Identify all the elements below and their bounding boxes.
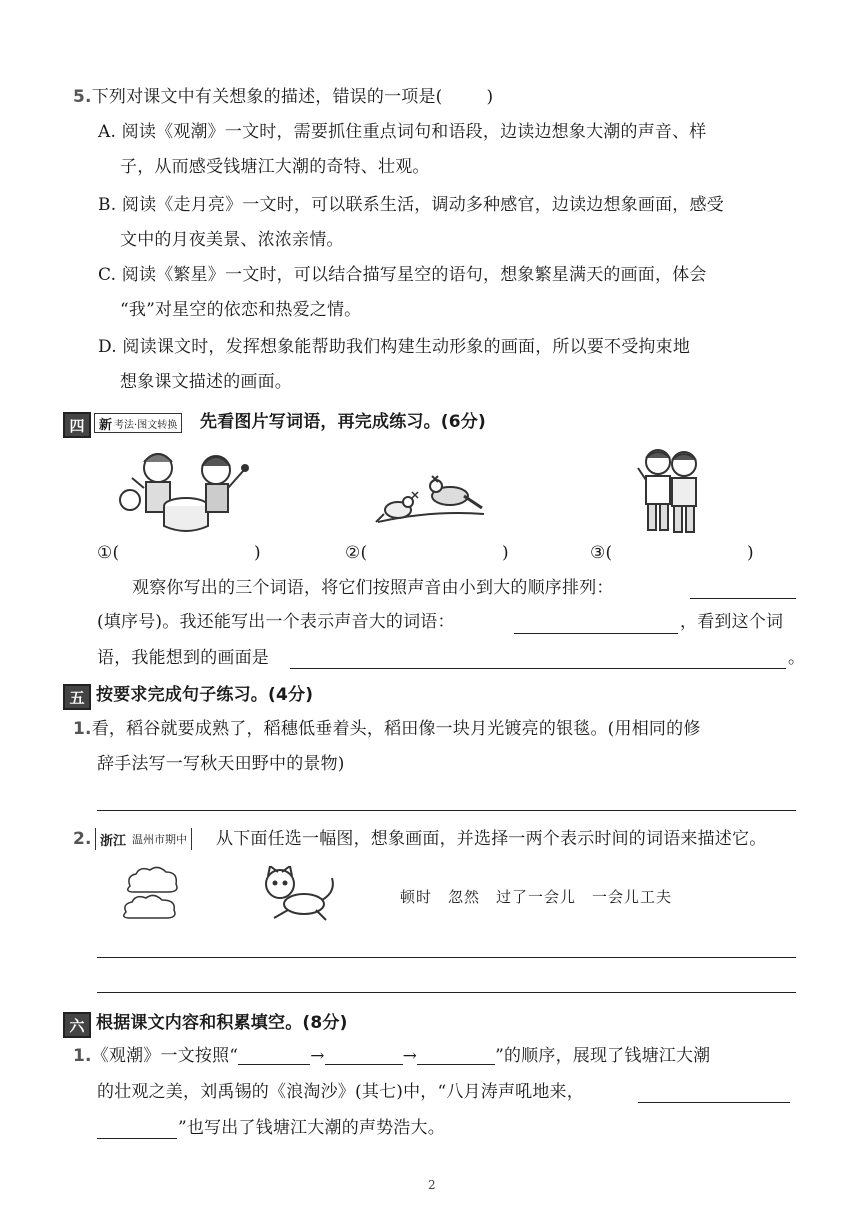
- two-boys-illustration: [634, 446, 708, 538]
- sequence-blank-3[interactable]: [417, 1063, 495, 1065]
- q5-option-c-line1: C. 阅读《繁星》一文时，可以结合描写星空的语句，想象繁星满天的画面，体会: [98, 265, 707, 285]
- q5-option-a-line2: 子，从而感受钱塘江大潮的奇特、壮观。: [120, 157, 430, 177]
- sec6-q1-number: 1.: [73, 1046, 92, 1066]
- q5-option-d-line2: 想象课文描述的画面。: [120, 372, 292, 392]
- section-four-title: 先看图片写词语，再完成练习。(6分): [200, 412, 486, 432]
- order-answer-blank[interactable]: [690, 598, 796, 599]
- poem-blank-1[interactable]: [638, 1102, 790, 1103]
- sequence-blank-2[interactable]: [325, 1063, 403, 1065]
- q5-stem: [73, 89, 493, 106]
- section-six-badge: 六: [63, 1012, 91, 1038]
- section-four-paragraph-line1: 观察你写出的三个词语，将它们按照声音由小到大的顺序排列：: [132, 578, 614, 598]
- loud-word-blank[interactable]: [514, 633, 678, 634]
- new-method-tag: [94, 413, 182, 433]
- imagined-scene-blank[interactable]: [290, 668, 786, 669]
- q5-number: 5.: [73, 87, 92, 107]
- cat-illustration: [260, 866, 340, 924]
- q5-option-b-line1: B. 阅读《走月亮》一文时，可以联系生活，调动多种感官，边读边想象画面，感受: [98, 195, 724, 215]
- sec5-q1-number: 1.: [73, 719, 92, 739]
- q5-option-a-line1: A. 阅读《观潮》一文时，需要抓住重点词句和语段，边读边想象大潮的声音、样: [98, 122, 707, 142]
- source-province: 浙江: [100, 833, 127, 849]
- time-words: 顿时 忽然 过了一会儿 一会儿工夫: [400, 888, 673, 906]
- q5-option-d-line1: D. 阅读课文时，发挥想象能帮助我们构建生动形象的画面，所以要不受拘束地: [98, 337, 691, 357]
- poem-blank-2[interactable]: [97, 1138, 177, 1139]
- sec5-q2-text: 从下面任选一幅图，想象画面，并选择一两个表示时间的词语来描述它。: [216, 829, 767, 849]
- sec5-q2-number: 2.: [73, 829, 92, 849]
- children-drum-illustration: [118, 448, 258, 534]
- blank-label-3-close: ): [747, 543, 754, 563]
- source-exam: 温州市期中: [132, 833, 188, 846]
- section-four-paragraph-line2a: (填序号)。我还能写出一个表示声音大的词语：: [97, 612, 455, 632]
- blank-label-1-close: ): [254, 543, 261, 563]
- q5-option-b-line2: 文中的月夜美景、浓浓亲情。: [120, 230, 344, 250]
- section-six-title: 根据课文内容和积累填空。(8分): [96, 1013, 348, 1033]
- sec6-q1-text-a: 《观潮》一文按照“: [91, 1046, 239, 1066]
- q5-stem-close: ): [486, 87, 494, 107]
- sec5-q1: [73, 721, 701, 738]
- sec5-q1-line1: 看，稻谷就要成熟了，稻穗低垂着头，稻田像一块月光镀亮的银毯。(用相同的修: [91, 719, 701, 739]
- tag-text: 考法·图文转换: [114, 419, 178, 431]
- page-number: 2: [428, 1178, 436, 1192]
- sec5-q2-answer-line-2[interactable]: [97, 992, 796, 993]
- blank-label-2-close: ): [502, 543, 509, 563]
- birds-on-branch-illustration: [372, 470, 490, 532]
- source-tag: [95, 828, 192, 850]
- section-four-paragraph-line3a: 语，我能想到的画面是: [97, 648, 269, 668]
- sec6-q1-line3: ”也写出了钱塘江大潮的声势浩大。: [178, 1118, 445, 1138]
- sec5-q1-line2: 辞手法写一写秋天田野中的景物): [97, 754, 345, 774]
- sequence-arrow-2: →: [402, 1046, 418, 1066]
- sec5-q2: [73, 831, 92, 848]
- sec6-q1-line2: 的壮观之美，刘禹锡的《浪淘沙》(其七)中，“八月涛声吼地来，: [97, 1082, 584, 1102]
- sec6-q1-text-b: ”的顺序，展现了钱塘江大潮: [495, 1046, 711, 1066]
- blank-label-1-open: ①(: [97, 543, 120, 563]
- q5-stem-text: 下列对课文中有关想象的描述，错误的一项是(: [91, 87, 443, 107]
- section-four-paragraph-line2b: ，看到这个词: [680, 612, 784, 632]
- section-four-badge: 四: [63, 412, 91, 438]
- sec6-q1-line1: [73, 1048, 710, 1065]
- section-five-badge: 五: [63, 684, 91, 710]
- q5-option-c-line2: “我”对星空的依恋和热爱之情。: [120, 300, 362, 320]
- sequence-arrow-1: →: [310, 1046, 325, 1066]
- clouds-illustration: [120, 864, 190, 922]
- section-five-title: 按要求完成句子练习。(4分): [96, 685, 314, 705]
- sequence-blank-1[interactable]: [238, 1063, 310, 1065]
- blank-label-3-open: ③(: [590, 543, 613, 563]
- tag-new-char: 新: [99, 417, 113, 433]
- section-four-period: 。: [788, 648, 806, 668]
- sec5-q1-answer-line[interactable]: [97, 810, 796, 811]
- sec5-q2-answer-line-1[interactable]: [97, 957, 796, 958]
- blank-label-2-open: ②(: [345, 543, 368, 563]
